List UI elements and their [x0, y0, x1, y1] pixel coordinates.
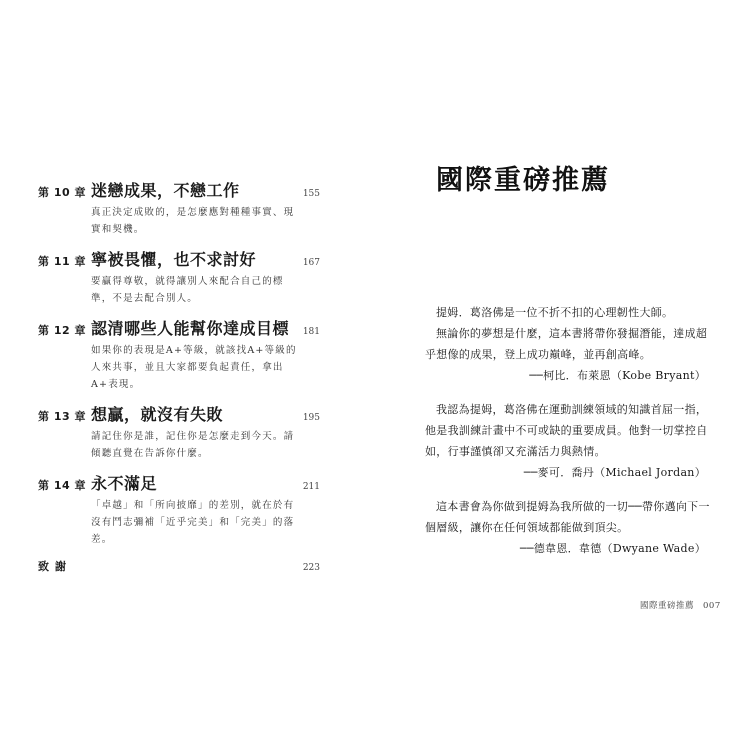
chapter-page-number: 155: [302, 189, 320, 199]
page-title: 國際重磅推薦: [436, 165, 610, 196]
endorsement-text: 我認為提姆，葛洛佛在運動訓練領域的知識首屈一指，他是我訓練計畫中不可或缺的重要成員。他對一切掌控自如，行事謹慎卻又充滿活力與熱情。: [425, 403, 708, 458]
chapter-number: 第 13 章: [38, 410, 86, 423]
chapter-page-number: 195: [302, 413, 320, 423]
table-of-contents: [38, 178, 320, 574]
chapter-title: 迷戀成果，不戀工作: [91, 181, 240, 200]
chapter-page-number: 181: [302, 327, 320, 337]
acknowledgements-label: 致謝: [38, 560, 72, 573]
chapter-description: 要贏得尊敬，就得讓別人來配合自己的標準，不是去配合別人。: [91, 276, 284, 304]
chapter-number: 第 12 章: [38, 324, 86, 337]
endorsement-attribution: ──柯比．布萊恩（Kobe Bryant）: [529, 369, 706, 382]
acknowledgements-page-number: 223: [302, 563, 320, 573]
endorsement: [425, 496, 710, 559]
chapter-number: 第 14 章: [38, 479, 86, 492]
endorsement-attribution: ──麥可．喬丹（Michael Jordan）: [523, 466, 706, 479]
chapter-heading: [38, 471, 320, 497]
toc-chapter: [38, 402, 320, 462]
endorsement-text: 無論你的夢想是什麼，這本書將帶你發掘潛能，達成超乎想像的成果，登上成功巔峰，並再創高峰。: [425, 327, 708, 361]
endorsement-list: [425, 302, 710, 572]
chapter-description: 請記住你是誰，記住你是怎麼走到今天。請傾聽直覺在告訴你什麼。: [91, 431, 295, 459]
chapter-number: 第 11 章: [38, 255, 86, 268]
chapter-title: 寧被畏懼，也不求討好: [91, 250, 257, 269]
endorsement: [425, 302, 710, 386]
chapter-description: 「卓越」和「所向披靡」的差別，就在於有沒有鬥志彌補「近乎完美」和「完美」的落差。: [91, 500, 295, 545]
toc-acknowledgements: [38, 558, 320, 574]
toc-chapter: [38, 471, 320, 548]
endorsement-text: 提姆．葛洛佛是一位不折不扣的心理韌性大師。: [436, 306, 674, 319]
chapter-heading: [38, 316, 320, 342]
toc-chapter: [38, 178, 320, 238]
chapter-number: 第 10 章: [38, 186, 86, 199]
chapter-description: 如果你的表現是A+等級，就該找A+等級的人來共事，並且大家都要負起責任，拿出A+表現。: [91, 345, 297, 390]
chapter-title: 認清哪些人能幫你達成目標: [91, 319, 290, 338]
chapter-page-number: 167: [302, 258, 320, 268]
chapter-description: 真正決定成敗的，是怎麼應對種種事實、現實和契機。: [91, 207, 295, 235]
chapter-heading: [38, 178, 320, 204]
toc-chapter: [38, 316, 320, 393]
chapter-heading: [38, 247, 320, 273]
chapter-title: 想贏，就沒有失敗: [91, 405, 224, 424]
chapter-page-number: 211: [302, 482, 320, 492]
toc-chapter: [38, 247, 320, 307]
chapter-title: 永不滿足: [91, 474, 158, 493]
endorsement-attribution: ──德韋恩．韋德（Dwyane Wade）: [519, 542, 706, 555]
chapter-heading: [38, 402, 320, 428]
endorsement: [425, 399, 710, 483]
endorsement-text: 這本書會為你做到提姆為我所做的一切──帶你邁向下一個層級，讓你在任何領域都能做到頂尖。: [425, 500, 710, 534]
page-footer: 國際重磅推薦 007: [640, 601, 721, 611]
